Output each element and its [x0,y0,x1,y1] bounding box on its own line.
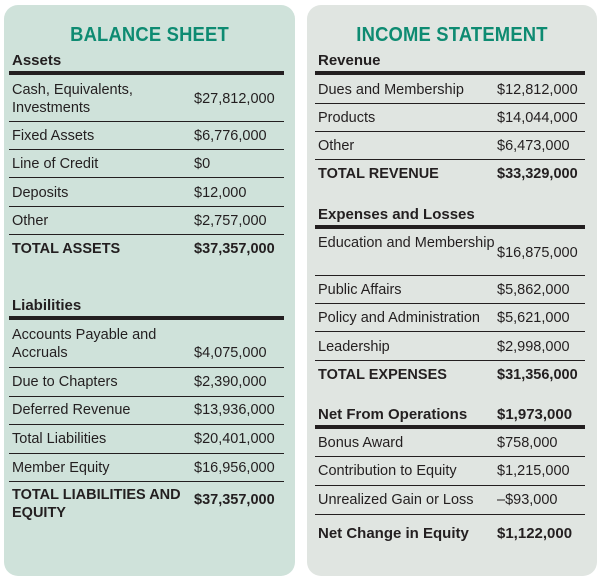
assets-row-label: Cash, Equivalents, Investments [12,82,133,116]
liabilities-row-label: Deferred Revenue [12,402,131,418]
other-row-value: $1,215,000 [497,463,570,479]
income-statement-title: INCOME STATEMENT [356,24,548,46]
assets-row-value: $12,000 [194,185,247,201]
liabilities-row-label: Member Equity [12,460,110,476]
total-liabilities-equity-value: $37,357,000 [194,492,275,508]
expenses-row-label: Education and Membership [318,235,495,251]
net-change-equity-value: $1,122,000 [497,525,573,542]
expenses-row-value: $16,875,000 [497,245,578,261]
liabilities-row-value: $4,075,000 [194,345,267,361]
net-change-equity-label: Net Change in Equity [318,525,469,542]
row-divider [9,234,284,235]
revenue-heading: Revenue [318,52,381,69]
liabilities-row-value: $2,390,000 [194,374,267,390]
row-divider [315,103,585,104]
other-row-label: Contribution to Equity [318,463,457,479]
expenses-row-label: Leadership [318,339,390,355]
revenue-row-label: Products [318,110,376,126]
revenue-row-label: Other [318,138,355,154]
assets-rule [9,71,284,75]
row-divider [315,303,585,304]
row-divider [9,149,284,150]
total-liabilities-equity-label: TOTAL LIABILITIES AND EQUITY [12,487,181,521]
row-divider [315,456,585,457]
revenue-row-value: $14,044,000 [497,110,578,126]
row-divider [315,159,585,160]
total-expenses-label: TOTAL EXPENSES [318,367,447,383]
net-from-operations-value: $1,973,000 [497,406,573,423]
row-divider [315,485,585,486]
expenses-row-value: $2,998,000 [497,339,570,355]
total-revenue-value: $33,329,000 [497,166,578,182]
other-row-label: Bonus Award [318,435,404,451]
row-divider [9,424,284,425]
total-assets-label: TOTAL ASSETS [12,241,121,257]
expenses-row-value: $5,862,000 [497,282,570,298]
expenses-row-label: Policy and Administration [318,310,480,326]
total-revenue-label: TOTAL REVENUE [318,166,439,182]
liabilities-row-value: $20,401,000 [194,431,275,447]
assets-row-label: Deposits [12,185,69,201]
balance-sheet-title: BALANCE SHEET [70,24,229,46]
other-row-value: $758,000 [497,435,558,451]
assets-row-value: $0 [194,156,211,172]
net-operations-rule [315,425,585,429]
other-row-label: Unrealized Gain or Loss [318,492,474,508]
expenses-row-label: Public Affairs [318,282,402,298]
row-divider [9,453,284,454]
row-divider [9,481,284,482]
assets-row-label: Fixed Assets [12,128,95,144]
assets-row-label: Other [12,213,49,229]
assets-row-value: $27,812,000 [194,91,275,107]
revenue-row-value: $12,812,000 [497,82,578,98]
assets-heading: Assets [12,52,62,69]
row-divider [315,360,585,361]
row-divider [315,331,585,332]
row-divider [315,275,585,276]
total-assets-value: $37,357,000 [194,241,275,257]
revenue-row-value: $6,473,000 [497,138,570,154]
liabilities-row-label: Accounts Payable and Accruals [12,327,157,361]
liabilities-heading: Liabilities [12,297,82,314]
expenses-rule [315,225,585,229]
assets-row-value: $6,776,000 [194,128,267,144]
assets-row-value: $2,757,000 [194,213,267,229]
assets-row-label: Line of Credit [12,156,99,172]
liabilities-row-value: $13,936,000 [194,402,275,418]
total-expenses-value: $31,356,000 [497,367,578,383]
revenue-row-label: Dues and Membership [318,82,464,98]
expenses-heading: Expenses and Losses [318,206,475,223]
row-divider [9,177,284,178]
row-divider [9,396,284,397]
expenses-row-value: $5,621,000 [497,310,570,326]
row-divider [315,514,585,515]
row-divider [9,206,284,207]
liabilities-row-label: Total Liabilities [12,431,107,447]
other-row-value: –$93,000 [497,492,558,508]
liabilities-row-value: $16,956,000 [194,460,275,476]
liabilities-rule [9,316,284,320]
row-divider [9,121,284,122]
row-divider [315,131,585,132]
revenue-rule [315,71,585,75]
net-from-operations-label: Net From Operations [318,406,468,423]
liabilities-row-label: Due to Chapters [12,374,118,390]
row-divider [9,367,284,368]
